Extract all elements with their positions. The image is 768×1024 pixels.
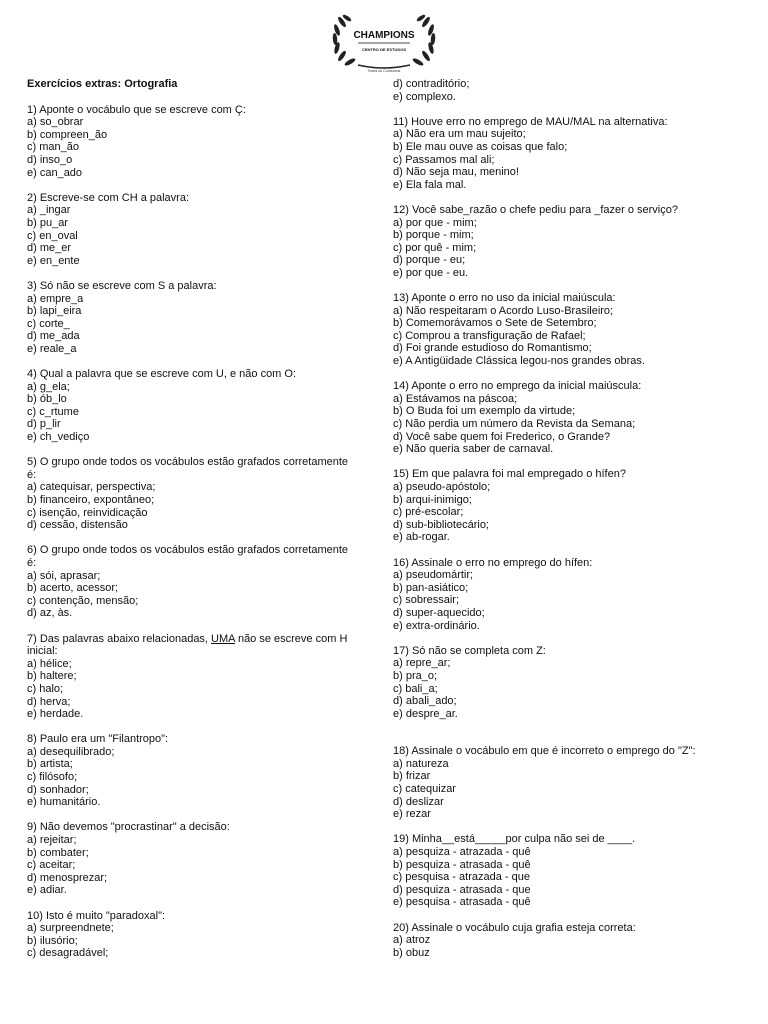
answer-option: a) catequisar, perspectiva; [27, 481, 156, 494]
answer-option: d) deslizar [393, 795, 444, 808]
answer-option: a) pseudo-apóstolo; [393, 481, 491, 493]
answer-option: c) contenção, mensão; [27, 594, 139, 607]
answer-option: d) p_lir [27, 418, 61, 431]
answer-option: c) Não perdia um número da Revista da Semana; [393, 418, 636, 431]
answer-option: b) combater; [27, 846, 89, 859]
answer-option: a) _ingar [27, 204, 71, 217]
answer-option: a) Não respeitaram o Acordo Luso-Brasileiro; [393, 304, 614, 317]
question-block [27, 456, 372, 532]
answer-option: c) c_rtume [27, 405, 79, 418]
answer-option: c) por quê - mim; [393, 241, 477, 254]
answer-option: b) pu_ar [27, 216, 68, 229]
answer-option: d) cessão, distensão [27, 519, 128, 532]
question-block [393, 204, 748, 280]
answer-option: a) pseudomártir; [393, 569, 474, 582]
question-stem: inicial: [27, 645, 58, 658]
question-block [393, 292, 748, 368]
answer-option: b) pesquiza - atrasada - quê [393, 858, 531, 871]
question-block [393, 557, 748, 633]
right-column [393, 78, 748, 959]
answer-option: a) natureza [393, 757, 449, 770]
answer-option: b) financeiro, expontâneo; [27, 494, 155, 506]
question-block [393, 922, 748, 960]
answer-option: b) ób_lo [27, 393, 67, 406]
answer-option: c) filósofo; [27, 771, 78, 784]
question-stem: 13) Aponte o erro no uso da inicial maiúscula: [393, 292, 616, 305]
question-stem: 1) Aponte o vocábulo que se escreve com Ç: [27, 103, 246, 116]
question-stem: 3) Só não se escreve com S a palavra: [27, 279, 217, 292]
answer-option: c) Comprou a transfiguração de Rafael; [393, 329, 586, 342]
question-block [393, 116, 748, 192]
answer-option: a) so_obrar [27, 116, 84, 129]
question-block [27, 633, 372, 721]
answer-option: e) Não queria saber de carnaval. [393, 443, 554, 456]
answer-option: c) sobressair; [393, 594, 460, 607]
answer-option: a) hélice; [27, 657, 72, 670]
logo-tagline: Todos os Concursos [367, 69, 401, 73]
question-block [27, 280, 372, 356]
answer-option: b) Comemorávamos o Sete de Setembro; [393, 317, 597, 330]
answer-option: b) frizar [393, 770, 431, 783]
answer-option: a) por que - mim; [393, 216, 477, 229]
answer-option: d) sub-bibliotecário; [393, 518, 489, 531]
answer-option: a) sói, aprasar; [27, 569, 101, 582]
answer-option: a) Estávamos na páscoa; [393, 392, 518, 405]
answer-option: e) Ela fala mal. [393, 178, 467, 191]
answer-option: b) obuz [393, 946, 430, 959]
left-column [27, 78, 372, 960]
answer-option: b) lapi_eira [27, 305, 82, 318]
question-block [27, 821, 372, 897]
question-block [27, 192, 372, 268]
answer-option: d) Não seja mau, menino! [393, 166, 519, 179]
answer-option: c) pré-escolar; [393, 506, 464, 519]
answer-option: e) reale_a [27, 342, 77, 355]
answer-option: c) en_oval [27, 229, 78, 242]
answer-option: b) haltere; [27, 670, 77, 683]
answer-option: a) g_ela; [27, 380, 70, 393]
answer-option: e) A Antigüidade Clássica legou-nos grandes obras. [393, 355, 645, 368]
question-block [393, 833, 748, 909]
answer-option: a) surpreendnete; [27, 922, 114, 935]
question-block [393, 78, 748, 103]
answer-option: b) porque - mim; [393, 229, 474, 242]
question-stem: 12) Você sabe_razão o chefe pediu para _fazer o serviço? [393, 203, 678, 216]
answer-option: c) bali_a; [393, 682, 438, 695]
answer-option: d) az, às. [27, 607, 73, 620]
answer-option: b) compreen_ão [27, 128, 108, 141]
question-block [27, 910, 372, 960]
answer-option: a) empre_a [27, 292, 84, 305]
question-stem: 5) O grupo onde todos os vocábulos estão grafados corretamente [27, 456, 349, 469]
answer-option: d) inso_o [27, 153, 73, 166]
answer-option: a) pesquiza - atrazada - quê [393, 846, 531, 859]
answer-option: e) rezar [393, 808, 431, 821]
answer-option: e) humanitário. [27, 796, 101, 809]
question-stem: 9) Não devemos "procrastinar" a decisão: [27, 821, 230, 834]
answer-option: c) catequizar [393, 783, 456, 796]
champions-logo [328, 8, 440, 74]
answer-option: d) pesquiza - atrasada - que [393, 883, 531, 896]
question-stem: 10) Isto é muito "paradoxal": [27, 909, 166, 922]
question-block [27, 104, 372, 180]
answer-option: e) pesquisa - atrasada - quê [393, 896, 531, 909]
answer-option: d) Você sabe quem foi Frederico, o Grande? [393, 430, 611, 443]
answer-option: c) isenção, reinvidicação [27, 506, 148, 519]
logo-name: CHAMPIONS [353, 30, 415, 41]
question-stem: 8) Paulo era um "Filantropo": [27, 733, 169, 746]
answer-option: a) atroz [393, 934, 431, 947]
question-stem: 17) Só não se completa com Z: [393, 644, 546, 657]
question-stem: 19) Minha__está_____por culpa não sei de ____. [393, 833, 636, 846]
question-stem: 11) Houve erro no emprego de MAU/MAL na alternativa: [393, 115, 668, 128]
answer-option: c) desagradável; [27, 947, 109, 960]
answer-option: d) abali_ado; [393, 695, 457, 708]
question-block [27, 544, 372, 620]
answer-option: e) complexo. [393, 90, 456, 103]
question-block [27, 733, 372, 809]
answer-option: b) acerto, acessor; [27, 582, 119, 595]
question-block [27, 368, 372, 444]
answer-option: d) super-aquecido; [393, 606, 485, 619]
question-block [393, 645, 748, 721]
document-title: Exercícios extras: Ortografia [27, 78, 178, 90]
question-stem: 18) Assinale o vocábulo em que é incorreto o emprego do "Z": [393, 745, 696, 758]
question-stem: é: [27, 468, 37, 481]
answer-option: c) man_ão [27, 141, 79, 154]
question-stem: 2) Escreve-se com CH a palavra: [27, 191, 189, 204]
question-stem: 7) Das palavras abaixo relacionadas, UMA não se escreve com H [27, 632, 348, 645]
answer-option: d) porque - eu; [393, 254, 466, 267]
answer-option: c) corte_ [27, 317, 70, 330]
answer-option: e) adiar. [27, 884, 67, 897]
answer-option: b) pra_o; [393, 669, 438, 682]
answer-option: c) aceitar; [27, 859, 76, 872]
question-stem: é: [27, 556, 37, 569]
logo-subtitle: CENTRO DE ESTUDOS [361, 47, 407, 52]
answer-option: d) sonhador; [27, 783, 89, 796]
answer-option: a) rejeitar; [27, 834, 77, 847]
question-block [393, 745, 748, 821]
question-stem: 16) Assinale o erro no emprego do hífen: [393, 556, 593, 569]
answer-option: b) O Buda foi um exemplo da virtude; [393, 405, 576, 418]
question-stem: 20) Assinale o vocábulo cuja grafia esteja correta: [393, 921, 636, 934]
question-stem: 6) O grupo onde todos os vocábulos estão grafados corretamente [27, 544, 349, 557]
question-stem: 14) Aponte o erro no emprego da inicial maiúscula: [393, 380, 642, 393]
answer-option: e) herdade. [27, 708, 84, 721]
answer-option: c) halo; [27, 682, 64, 695]
answer-option: d) contraditório; [393, 78, 470, 90]
question-stem: 15) Em que palavra foi mal empregado o hífen? [393, 468, 626, 481]
answer-option: c) pesquisa - atrazada - que [393, 871, 530, 884]
answer-option: e) por que - eu. [393, 266, 469, 279]
answer-option: e) extra-ordinário. [393, 619, 480, 632]
answer-option: b) artista; [27, 758, 73, 771]
answer-option: b) pan-asiático; [393, 581, 469, 594]
answer-option: d) menosprezar; [27, 871, 108, 884]
answer-option: d) Foi grande estudioso do Romantismo; [393, 342, 592, 355]
answer-option: d) me_er [27, 242, 72, 255]
answer-option: b) ilusório; [27, 934, 78, 947]
answer-option: e) ab-rogar. [393, 531, 450, 544]
answer-option: a) Não era um mau sujeito; [393, 128, 526, 141]
answer-option: d) herva; [27, 695, 71, 708]
answer-option: a) desequilibrado; [27, 745, 115, 758]
question-block [393, 468, 748, 544]
answer-option: a) repre_ar; [393, 657, 451, 670]
answer-option: b) arqui-inimigo; [393, 493, 472, 506]
question-block [393, 380, 748, 456]
answer-option: e) ch_vediço [27, 431, 90, 444]
answer-option: b) Ele mau ouve as coisas que falo; [393, 140, 568, 153]
answer-option: e) despre_ar. [393, 707, 458, 720]
answer-option: d) me_ada [27, 330, 80, 343]
answer-option: e) can_ado [27, 166, 83, 179]
question-stem: 4) Qual a palavra que se escreve com U, e não com O: [27, 368, 297, 381]
answer-option: c) Passamos mal ali; [393, 153, 495, 166]
answer-option: e) en_ente [27, 254, 80, 267]
